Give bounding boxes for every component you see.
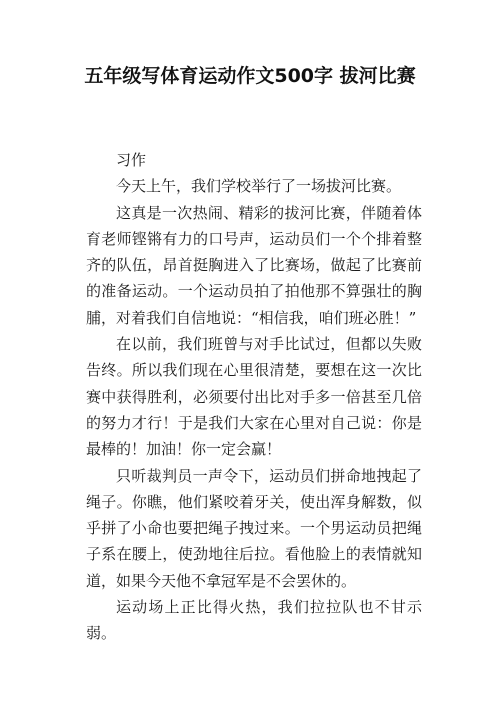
paragraph-past-matches: 在以前，我们班曾与对手比试过，但都以失败告终。所以我们现在心里很清楚，要想在这一次比赛中获得胜利，必须要付出比对手多一倍甚至几倍的努力才行！于是我们大家在心里对自己说：你是最棒的！加油！你一定会赢！	[86, 335, 422, 459]
document-body	[86, 147, 422, 647]
paragraph-intro: 今天上午，我们学校举行了一场拔河比赛。	[116, 177, 402, 196]
paragraph-match-start: 只听裁判员一声令下，运动员们拼命地拽起了绳子。你瞧，他们紧咬着牙关，使出浑身解数，似乎拼了小命也要把绳子拽过来。一个男运动员把绳子系在腰上，使劲地往后拉。看他脸上的表情就知道，如果今天他不拿冠军是不会罢休的。	[86, 466, 422, 590]
paragraph-section-label: 习作	[116, 151, 147, 169]
paragraph-preparation: 这真是一次热闹、精彩的拔河比赛，伴随着体育老师铿锵有力的口号声，运动员们一个个排着整齐的队伍，昂首挺胸进入了比赛场，做起了比赛前的准备运动。一个运动员拍了拍他那不算强壮的胸脯，对着我们自信地说：“相信我，咱们班必胜！”	[86, 203, 422, 327]
paragraph-cheering: 运动场上正比得火热，我们拉拉队也不甘示弱。	[86, 598, 422, 643]
document-title: 五年级写体育运动作文500字 拔河比赛	[84, 65, 416, 87]
